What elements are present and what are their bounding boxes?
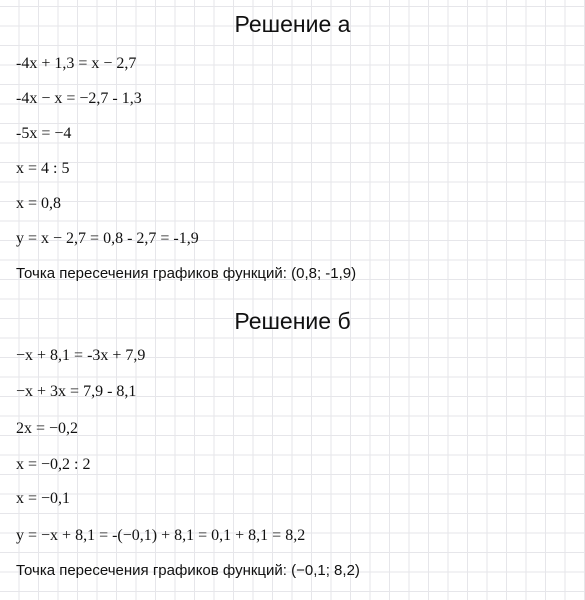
solution-a-line-6: y = x − 2,7 = 0,8 - 2,7 = -1,9 xyxy=(16,230,199,247)
solution-a-line-4: x = 4 : 5 xyxy=(16,160,70,177)
solution-b-line-5: x = −0,1 xyxy=(16,490,71,507)
solution-a-line-2: -4x − x = −2,7 - 1,3 xyxy=(16,90,142,107)
solution-b-line-4: x = −0,2 : 2 xyxy=(16,456,91,473)
solution-b-line-2: −x + 3x = 7,9 - 8,1 xyxy=(16,383,137,400)
solution-a-line-1: -4x + 1,3 = x − 2,7 xyxy=(16,55,137,72)
solution-b-answer: Точка пересечения графиков функций: (−0,1; 8,2) xyxy=(16,562,360,579)
solution-b-line-6: y = −x + 8,1 = -(−0,1) + 8,1 = 0,1 + 8,1 = 8,2 xyxy=(16,527,306,544)
solution-a-line-3: -5x = −4 xyxy=(16,125,72,142)
solution-a-line-5: x = 0,8 xyxy=(16,195,62,212)
solution-a-title: Решение а xyxy=(234,11,351,37)
solution-b-line-1: −x + 8,1 = -3x + 7,9 xyxy=(16,347,146,364)
solution-a-answer: Точка пересечения графиков функций: (0,8; -1,9) xyxy=(16,265,357,282)
solution-b-title: Решение б xyxy=(234,308,351,334)
solution-b-line-3: 2x = −0,2 xyxy=(16,420,79,437)
